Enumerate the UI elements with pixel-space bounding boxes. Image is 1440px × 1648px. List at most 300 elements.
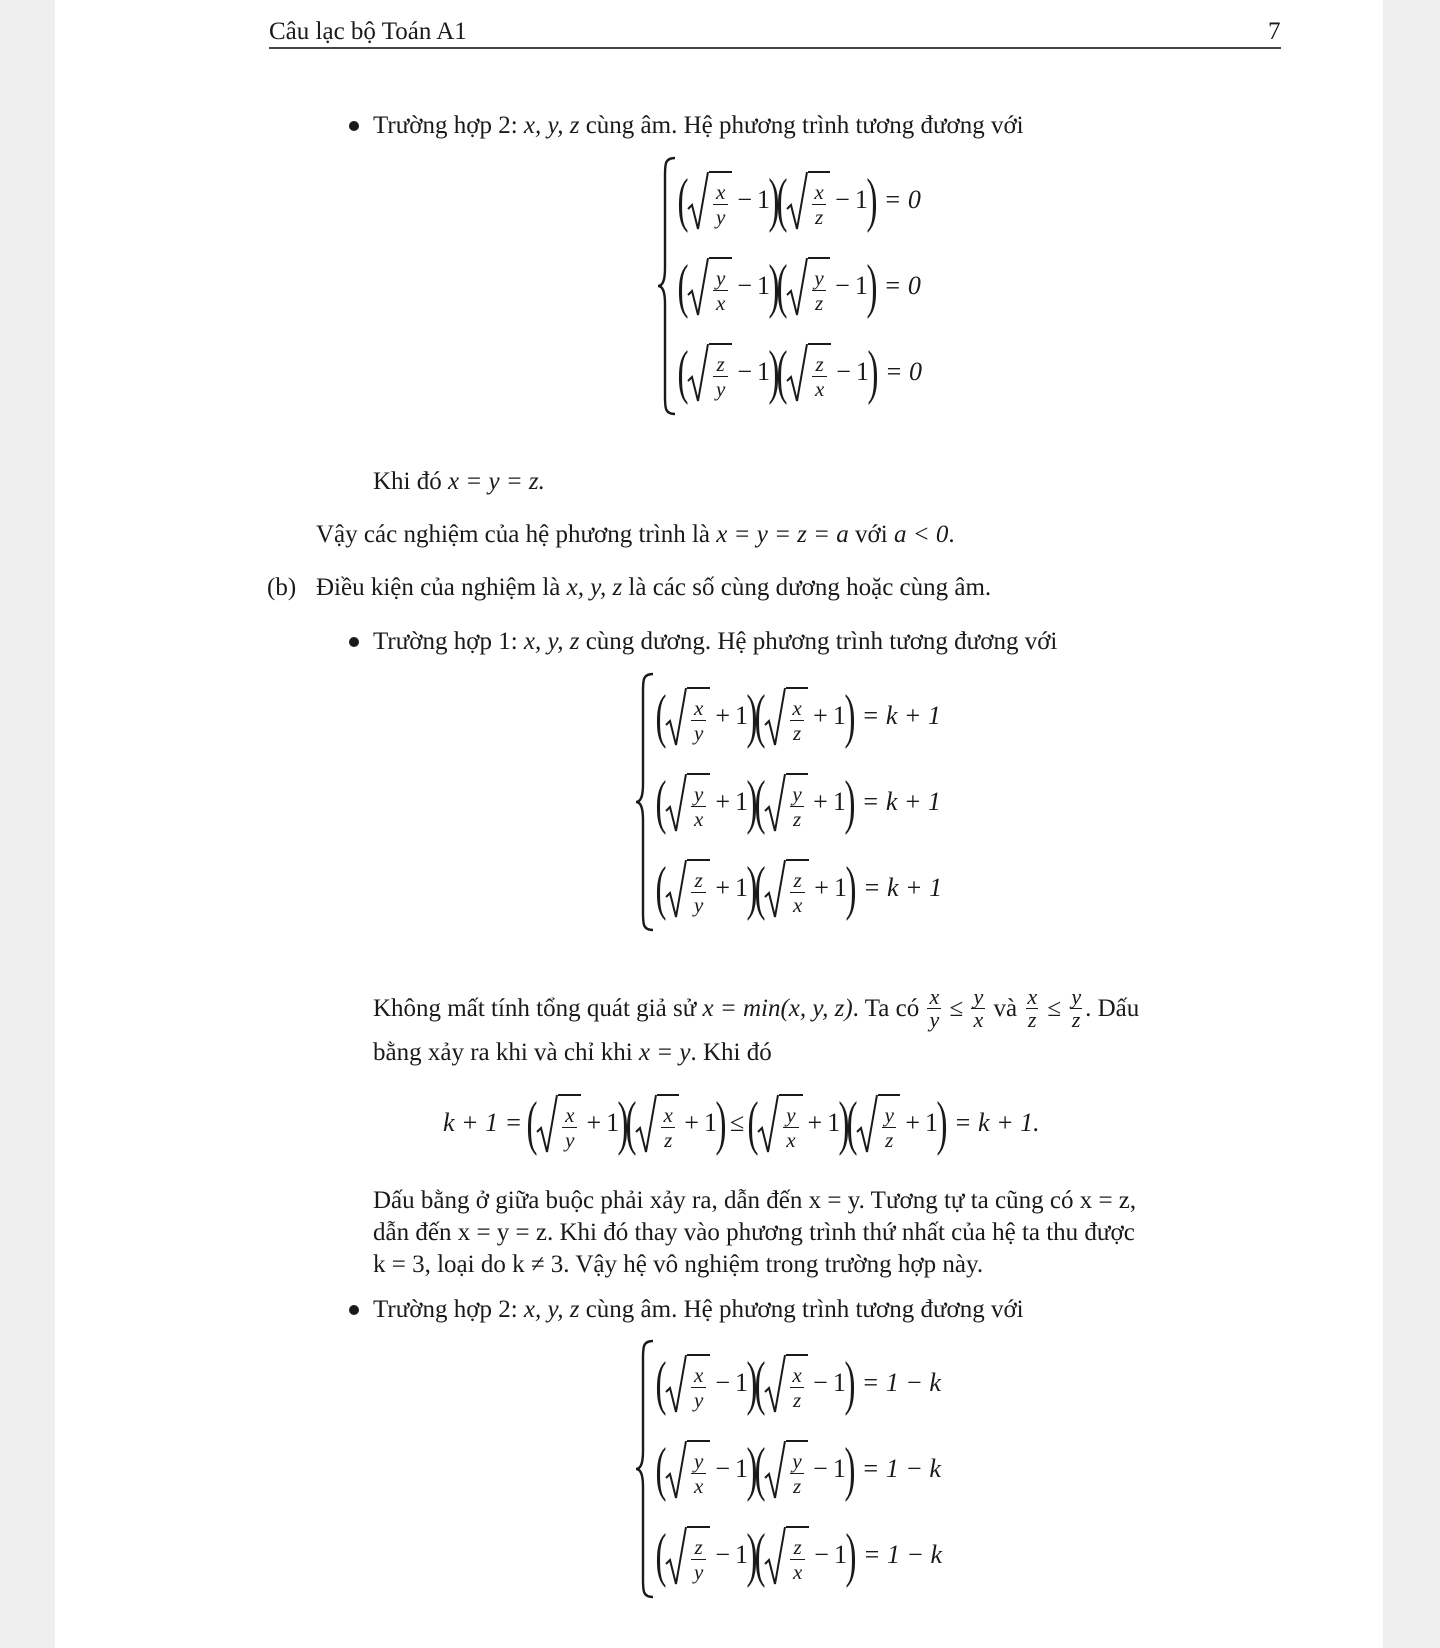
part-b-math: x, y, z <box>566 574 623 601</box>
square-root <box>764 681 808 751</box>
operator: − <box>737 271 752 300</box>
frac-denominator: z <box>812 290 826 315</box>
conclusion-math: x = y = z. <box>448 468 545 495</box>
frac-numerator: y <box>786 1102 796 1127</box>
case-rest: cùng âm. Hệ phương trình tương đương với <box>579 1296 1024 1323</box>
constant-one: 1 <box>734 873 748 902</box>
frac-denominator: x <box>691 1473 706 1498</box>
bullet-icon <box>349 121 359 131</box>
right-paren: ) <box>768 253 780 319</box>
case2-top-conclusion <box>373 466 545 498</box>
radicand <box>709 171 732 235</box>
frac-numerator: y <box>884 1102 894 1127</box>
radical-sign-icon <box>665 1520 687 1590</box>
para1-text-b: . Ta có <box>852 995 926 1023</box>
inline-fraction <box>1069 986 1083 1031</box>
part-b-rest: là các số cùng dương hoặc cùng âm. <box>622 574 992 601</box>
radical-sign-icon <box>687 337 709 407</box>
frac-numerator: x <box>693 695 704 720</box>
running-header-title: Câu lạc bộ Toán A1 <box>269 18 467 45</box>
radicand <box>558 1094 581 1158</box>
frac-denominator: y <box>691 892 706 917</box>
operator: − <box>715 1454 730 1483</box>
right-paren: ) <box>715 1090 727 1156</box>
square-root <box>764 1434 808 1504</box>
frac-denominator: x <box>790 892 805 917</box>
part-b-text <box>316 572 991 604</box>
display-rhs: = k + 1. <box>954 1108 1040 1137</box>
equation-rhs: = k + 1 <box>861 787 941 816</box>
part-b-prefix: Điều kiện của nghiệm là <box>316 574 567 601</box>
le-symbol: ≤ <box>949 995 964 1023</box>
right-paren: ) <box>844 1436 856 1502</box>
frac-num: x <box>1027 984 1038 1009</box>
radical-sign-icon <box>687 251 709 321</box>
radical-sign-icon <box>665 1348 687 1418</box>
frac-denominator: x <box>790 1559 805 1584</box>
frac-denominator: z <box>882 1127 896 1152</box>
radicand <box>786 687 808 751</box>
radical-sign-icon <box>764 1348 786 1418</box>
left-paren: ( <box>754 769 766 835</box>
square-root <box>764 1348 808 1418</box>
inline-fraction <box>971 986 985 1031</box>
constant-one: 1 <box>756 271 770 300</box>
left-paren: ( <box>655 683 667 749</box>
radicand <box>808 171 830 235</box>
equation-row <box>679 246 922 326</box>
case-label: Trường hợp 2: <box>373 112 524 139</box>
frac-numerator: y <box>693 1448 704 1473</box>
left-paren: ( <box>747 1090 759 1156</box>
frac-numerator: y <box>715 265 726 290</box>
fraction <box>812 352 827 401</box>
square-root <box>665 767 710 837</box>
left-paren: ( <box>754 1350 766 1416</box>
para1-text-a: Không mất tính tổng quát giả sử <box>373 995 703 1023</box>
radical-sign-icon <box>764 767 786 837</box>
right-paren: ) <box>845 855 857 921</box>
radical-sign-icon <box>687 165 709 235</box>
fraction <box>713 352 728 401</box>
frac-denominator: z <box>790 1473 804 1498</box>
equation-row <box>657 1343 942 1423</box>
operator: + <box>905 1108 921 1137</box>
equation-row <box>657 762 942 842</box>
operator: + <box>814 873 829 902</box>
constant-one: 1 <box>827 1108 841 1137</box>
square-root <box>786 337 831 407</box>
equation-rows <box>679 156 922 416</box>
constant-one: 1 <box>703 1108 717 1137</box>
square-root <box>687 165 732 235</box>
display-lhs: k + 1 = <box>443 1108 523 1137</box>
equation-row <box>657 676 942 756</box>
radicand <box>687 1440 710 1504</box>
para1-text-c: . Dấu <box>1085 995 1140 1023</box>
radical-sign-icon <box>764 1434 786 1504</box>
case1-paragraph-1 <box>373 984 1140 1033</box>
frac-numerator: y <box>814 265 824 290</box>
frac-denominator: y <box>691 720 706 745</box>
part-b-label: (b) <box>267 574 297 601</box>
operator: − <box>813 1454 828 1483</box>
constant-one: 1 <box>833 1540 847 1569</box>
square-root <box>856 1088 900 1158</box>
operator: + <box>715 787 730 816</box>
constant-one: 1 <box>606 1108 620 1137</box>
left-paren: ( <box>846 1090 858 1156</box>
frac-denominator: x <box>713 290 728 315</box>
constant-one: 1 <box>756 185 770 214</box>
constant-one: 1 <box>734 701 748 730</box>
frac-numerator: x <box>792 1362 802 1387</box>
square-root <box>665 1434 710 1504</box>
le-symbol: ≤ <box>1047 995 1062 1023</box>
fraction <box>790 1535 805 1584</box>
operator: + <box>715 873 730 902</box>
case-rest: cùng âm. Hệ phương trình tương đương với <box>579 112 1024 139</box>
operator: − <box>715 1540 730 1569</box>
right-paren: ) <box>936 1090 948 1156</box>
frac-denominator: y <box>713 376 728 401</box>
frac-denominator: z <box>790 806 804 831</box>
radicand <box>808 257 830 321</box>
constant-one: 1 <box>756 357 770 386</box>
radical-sign-icon <box>764 681 786 751</box>
radical-sign-icon <box>757 1088 779 1158</box>
left-paren: ( <box>677 253 689 319</box>
fraction <box>790 696 804 745</box>
fraction <box>691 1535 706 1584</box>
frac-numerator: z <box>694 867 703 892</box>
frac-denominator: x <box>783 1127 798 1152</box>
fraction <box>691 1449 706 1498</box>
left-paren: ( <box>655 855 667 921</box>
case-vars: x, y, z <box>523 628 580 655</box>
right-paren: ) <box>768 339 780 405</box>
radicand <box>687 687 710 751</box>
radical-sign-icon <box>635 1088 657 1158</box>
equation-rhs: = 0 <box>883 271 921 300</box>
radicand <box>709 343 732 407</box>
radical-sign-icon <box>665 681 687 751</box>
radical-sign-icon <box>764 1520 786 1590</box>
radicand <box>786 1440 808 1504</box>
case-vars: x, y, z <box>523 1296 580 1323</box>
equation-system-case2-bottom <box>635 1339 942 1599</box>
frac-denominator: y <box>713 204 728 229</box>
frac-denominator: y <box>691 1387 706 1412</box>
operator: − <box>737 357 752 386</box>
equation-rows <box>657 1339 942 1599</box>
constant-one: 1 <box>734 787 748 816</box>
fraction <box>783 1103 798 1152</box>
right-paren: ) <box>844 683 856 749</box>
square-root <box>635 1088 679 1158</box>
frac-numerator: y <box>792 781 802 806</box>
square-root <box>786 251 830 321</box>
operator: + <box>807 1108 823 1137</box>
left-paren: ( <box>776 339 788 405</box>
frac-num: y <box>1071 984 1082 1009</box>
constant-one: 1 <box>832 701 846 730</box>
square-root <box>757 1088 802 1158</box>
equation-row <box>679 332 922 412</box>
summary-a <box>316 519 955 551</box>
equation-system-case2-top <box>657 156 922 416</box>
frac-numerator: x <box>663 1102 673 1127</box>
case1-paragraph-3-line1: Dấu bằng ở giữa buộc phải xảy ra, dẫn đến x = y. Tương tự ta cũng có x = z, <box>373 1187 1137 1214</box>
left-paren: ( <box>776 253 788 319</box>
para2-text-b: . Khi đó <box>690 1039 772 1066</box>
case2-top-heading <box>373 110 1024 142</box>
left-paren: ( <box>655 1522 667 1588</box>
left-paren: ( <box>655 1350 667 1416</box>
right-paren: ) <box>746 683 758 749</box>
frac-numerator: x <box>565 1102 575 1127</box>
display-inequality <box>443 1088 1040 1158</box>
right-paren: ) <box>867 339 879 405</box>
equation-row <box>679 160 922 240</box>
equation-rhs: = k + 1 <box>862 873 943 902</box>
equation-rhs: = 1 − k <box>862 1540 943 1569</box>
left-paren: ( <box>754 855 766 921</box>
radicand <box>687 1526 710 1590</box>
page-number: 7 <box>1268 18 1281 45</box>
operator: + <box>586 1108 602 1137</box>
fraction <box>661 1103 675 1152</box>
frac-den: z <box>1027 1007 1037 1032</box>
operator: + <box>684 1108 699 1137</box>
header-rule <box>269 47 1281 49</box>
frac-numerator: y <box>693 781 704 806</box>
right-paren: ) <box>746 1522 758 1588</box>
left-brace-icon <box>635 672 657 932</box>
radical-sign-icon <box>665 767 687 837</box>
left-brace-icon <box>635 1339 657 1599</box>
radicand <box>786 859 809 923</box>
right-paren: ) <box>768 167 780 233</box>
bullet-icon <box>349 1305 359 1315</box>
right-paren: ) <box>838 1090 850 1156</box>
case1-heading <box>373 626 1057 658</box>
case-vars: x, y, z <box>523 112 580 139</box>
constant-one: 1 <box>833 873 847 902</box>
radicand <box>687 859 710 923</box>
constant-one: 1 <box>855 357 869 386</box>
left-paren: ( <box>754 683 766 749</box>
right-paren: ) <box>844 1350 856 1416</box>
radicand <box>786 1354 808 1418</box>
case1-paragraph-2 <box>373 1037 772 1069</box>
para2-math: x = y <box>638 1039 691 1066</box>
fraction <box>691 782 706 831</box>
and-word: và <box>987 995 1024 1023</box>
radical-sign-icon <box>536 1088 558 1158</box>
operator: − <box>715 1368 730 1397</box>
frac-numerator: x <box>792 695 802 720</box>
fraction <box>812 266 826 315</box>
right-paren: ) <box>746 1436 758 1502</box>
frac-denominator: x <box>812 376 827 401</box>
left-paren: ( <box>776 167 788 233</box>
left-paren: ( <box>677 167 689 233</box>
equation-row <box>657 848 942 928</box>
case-label: Trường hợp 1: <box>373 628 524 655</box>
right-paren: ) <box>845 1522 857 1588</box>
radicand <box>779 1094 802 1158</box>
frac-numerator: x <box>715 179 726 204</box>
left-brace-icon <box>657 156 679 416</box>
fraction <box>713 266 728 315</box>
display-terms <box>528 1088 946 1158</box>
left-paren: ( <box>754 1522 766 1588</box>
square-root <box>687 337 732 407</box>
summary-math2: a < 0 <box>893 521 949 548</box>
fraction <box>882 1103 896 1152</box>
left-paren: ( <box>754 1436 766 1502</box>
constant-one: 1 <box>734 1540 748 1569</box>
operator: − <box>835 271 850 300</box>
radical-sign-icon <box>665 853 687 923</box>
constant-one: 1 <box>734 1368 748 1397</box>
le-symbol: ≤ <box>729 1108 745 1137</box>
right-paren: ) <box>617 1090 629 1156</box>
fraction <box>691 1363 706 1412</box>
radical-sign-icon <box>856 1088 878 1158</box>
frac-numerator: z <box>793 1534 802 1559</box>
constant-one: 1 <box>925 1108 939 1137</box>
radical-sign-icon <box>665 1434 687 1504</box>
fraction <box>790 782 804 831</box>
radicand <box>786 773 808 837</box>
fraction <box>790 868 805 917</box>
constant-one: 1 <box>832 1368 846 1397</box>
right-paren: ) <box>866 253 878 319</box>
equation-rhs: = k + 1 <box>861 701 941 730</box>
frac-denominator: x <box>691 806 706 831</box>
operator: − <box>814 1540 829 1569</box>
radicand <box>687 773 710 837</box>
frac-numerator: z <box>793 867 802 892</box>
right-paren: ) <box>746 769 758 835</box>
fraction <box>790 1363 804 1412</box>
equation-rows <box>657 672 942 932</box>
fraction <box>713 180 728 229</box>
fraction <box>812 180 826 229</box>
square-root <box>786 165 830 235</box>
equation-rhs: = 1 − k <box>861 1368 941 1397</box>
frac-denominator: z <box>661 1127 675 1152</box>
fraction <box>691 696 706 745</box>
radical-sign-icon <box>786 251 808 321</box>
radical-sign-icon <box>786 337 808 407</box>
fraction <box>790 1449 804 1498</box>
right-paren: ) <box>746 1350 758 1416</box>
para2-text-a: bằng xảy ra khi và chỉ khi <box>373 1039 639 1066</box>
radical-sign-icon <box>786 165 808 235</box>
constant-one: 1 <box>734 1454 748 1483</box>
frac-numerator: y <box>792 1448 802 1473</box>
inline-fraction <box>927 986 941 1031</box>
frac-denominator: z <box>790 1387 804 1412</box>
equation-rhs: = 1 − k <box>861 1454 941 1483</box>
square-root <box>665 853 710 923</box>
constant-one: 1 <box>854 271 868 300</box>
equation-rhs: = 0 <box>883 185 921 214</box>
conclusion-prefix: Khi đó <box>373 468 448 495</box>
frac-num: y <box>973 984 984 1009</box>
left-paren: ( <box>655 1436 667 1502</box>
frac-numerator: z <box>716 351 725 376</box>
summary-end: . <box>948 521 955 548</box>
summary-math1: x = y = z = a <box>716 521 849 548</box>
constant-one: 1 <box>854 185 868 214</box>
para1-math: x = min(x, y, z) <box>702 995 853 1023</box>
bullet-icon <box>349 637 359 647</box>
square-root <box>536 1088 581 1158</box>
left-paren: ( <box>526 1090 538 1156</box>
summary-mid: với <box>848 521 894 548</box>
document-page <box>55 0 1383 1648</box>
operator: − <box>836 357 851 386</box>
radicand <box>786 1526 809 1590</box>
square-root <box>665 1348 710 1418</box>
operator: + <box>813 701 828 730</box>
case1-paragraph-3-line3: k = 3, loại do k ≠ 3. Vậy hệ vô nghiệm trong trường hợp này. <box>373 1251 984 1278</box>
radical-sign-icon <box>764 853 786 923</box>
right-paren: ) <box>746 855 758 921</box>
radicand <box>687 1354 710 1418</box>
frac-denominator: y <box>691 1559 706 1584</box>
square-root <box>665 681 710 751</box>
equation-system-case1 <box>635 672 942 932</box>
constant-one: 1 <box>832 1454 846 1483</box>
case2-bottom-heading <box>373 1294 1024 1326</box>
radicand <box>657 1094 679 1158</box>
frac-numerator: z <box>815 351 824 376</box>
radicand <box>709 257 732 321</box>
fraction <box>562 1103 577 1152</box>
square-root <box>764 853 809 923</box>
operator: − <box>835 185 850 214</box>
frac-den: z <box>1071 1007 1081 1032</box>
equation-rhs: = 0 <box>884 357 922 386</box>
left-paren: ( <box>655 769 667 835</box>
inline-fraction <box>1025 986 1039 1031</box>
frac-den: x <box>973 1007 984 1032</box>
radicand <box>878 1094 900 1158</box>
radicand <box>808 343 831 407</box>
frac-denominator: z <box>812 204 826 229</box>
square-root <box>687 251 732 321</box>
operator: − <box>813 1368 828 1397</box>
operator: + <box>813 787 828 816</box>
equation-row <box>657 1515 942 1595</box>
fraction <box>691 868 706 917</box>
summary-prefix: Vậy các nghiệm của hệ phương trình là <box>316 521 717 548</box>
frac-denominator: z <box>790 720 804 745</box>
operator: − <box>737 185 752 214</box>
constant-one: 1 <box>832 787 846 816</box>
square-root <box>665 1520 710 1590</box>
right-paren: ) <box>844 769 856 835</box>
frac-numerator: x <box>814 179 824 204</box>
right-paren: ) <box>866 167 878 233</box>
left-paren: ( <box>677 339 689 405</box>
case-label: Trường hợp 2: <box>373 1296 524 1323</box>
